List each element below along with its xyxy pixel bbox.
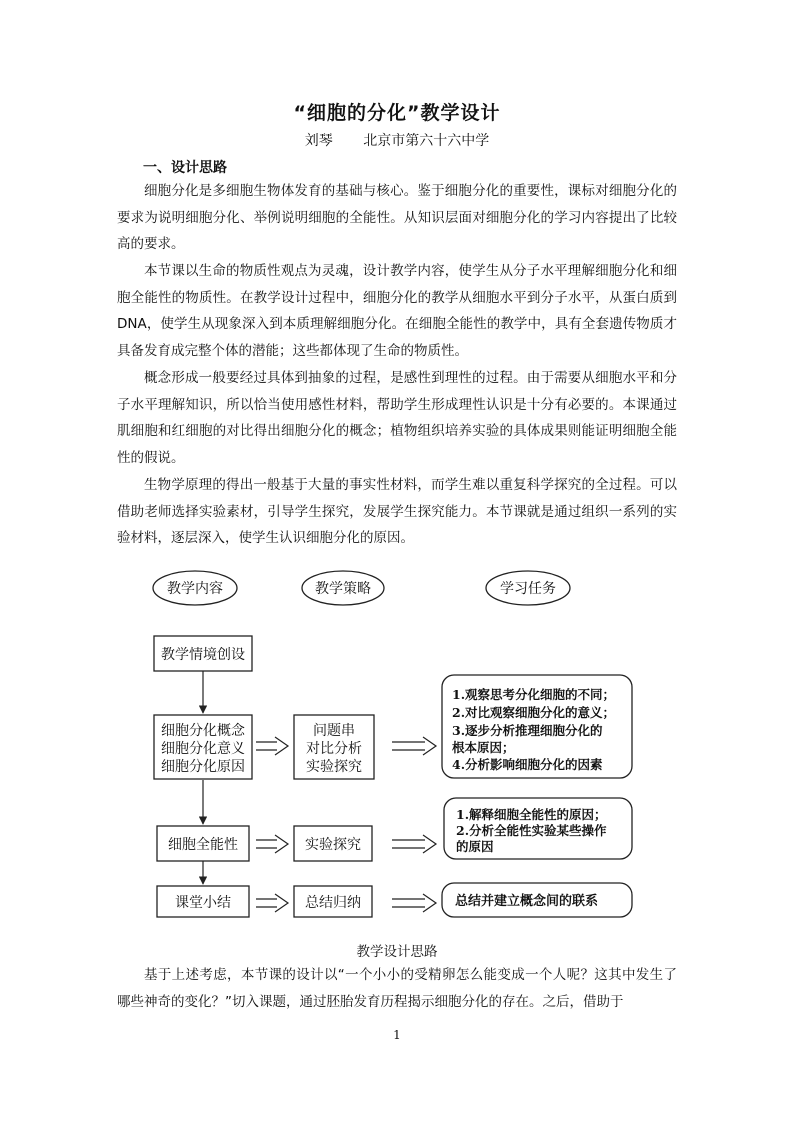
double-arrow-2b <box>392 835 436 853</box>
double-arrow-1a <box>256 737 288 755</box>
paragraph-1: 细胞分化是多细胞生物体发育的基础与核心。鉴于细胞分化的重要性，课标对细胞分化的要求为说明细胞分化、举例说明细胞的全能性。从知识层面对细胞分化的学习内容提出了比较高的要求。 <box>117 183 677 252</box>
content-box-1-line-2: 细胞分化意义 <box>161 741 245 757</box>
strategy-box-1-line-3: 实验探究 <box>306 759 362 775</box>
paragraph-5: 基于上述考虑，本节课的设计以“一个小小的受精卵怎么能变成一个人呢？这其中发生了哪些神奇的变化？”切入课题，通过胚胎发育历程揭示细胞分化的存在。之后，借助于 <box>117 967 677 1010</box>
author-name: 刘琴 <box>304 133 333 149</box>
strategy-box-1-line-2: 对比分析 <box>306 741 362 757</box>
task-3-line-1: 总结并建立概念间的联系 <box>455 894 599 909</box>
double-arrow-3a <box>256 894 288 912</box>
strategy-box-3-label: 总结归纳 <box>305 895 361 911</box>
double-arrow-2a <box>256 835 288 853</box>
figure-caption: 教学设计思路 <box>356 944 438 960</box>
school-name: 北京市第六十六中学 <box>363 133 490 149</box>
task-2-line-1: 1.解释细胞全能性的原因； <box>456 807 607 822</box>
paragraph-2: 本节课以生命的物质性观点为灵魂，设计教学内容，使学生从分子水平理解细胞分化和细胞全能性的物质性。在教学设计过程中，细胞分化的教学从细胞水平到分子水平，从蛋白质到DNA，使学生从现象深入到本质理解细胞分化。在细胞全能性的教学中，具有全套遗传物质才具备发育成完整个体的潜能；这些都体现了生命的物质性。 <box>117 263 677 359</box>
double-arrow-3b <box>392 894 436 912</box>
strategy-box-2-label: 实验探究 <box>305 837 361 853</box>
header-tasks-label: 学习任务 <box>500 581 556 597</box>
document-title: “细胞的分化”教学设计 <box>293 102 501 124</box>
task-1-line-2: 2.对比观察细胞分化的意义； <box>452 705 616 720</box>
paragraph-4: 生物学原理的得出一般基于大量的事实性材料，而学生难以重复科学探究的全过程。可以借助老师选择实验素材，引导学生探究，发展学生探究能力。本节课就是通过组织一系列的实验材料，逐层深入，使学生认识细胞分化的原因。 <box>117 477 677 546</box>
strategy-box-1-line-1: 问题串 <box>313 723 355 739</box>
content-box-3-label: 课堂小结 <box>175 895 231 911</box>
paragraph-3: 概念形成一般要经过具体到抽象的过程，是感性到理性的过程。由于需要从细胞水平和分子水平理解知识，所以恰当使用感性材料，帮助学生形成理性认识是十分有必要的。本课通过肌细胞和红细胞的对比得出细胞分化的概念；植物组织培养实验的具体成果则能证明细胞全能性的假说。 <box>117 370 677 466</box>
task-1-line-4: 根本原因； <box>452 740 515 755</box>
task-1-line-3: 3.逐步分析推理细胞分化的 <box>452 723 603 738</box>
content-box-2-label: 细胞全能性 <box>168 837 238 853</box>
double-arrow-1b <box>392 737 436 755</box>
task-1-line-1: 1.观察思考分化细胞的不同； <box>452 687 616 702</box>
task-2-line-2: 2.分析全能性实验某些操作 <box>456 823 607 838</box>
start-box-label: 教学情境创设 <box>161 647 245 663</box>
section-heading: 一、设计思路 <box>143 160 227 176</box>
header-content-label: 教学内容 <box>167 581 223 597</box>
page-number: 1 <box>393 1028 401 1042</box>
header-strategy-label: 教学策略 <box>315 581 371 597</box>
content-box-1-line-3: 细胞分化原因 <box>161 759 245 775</box>
task-2-line-3: 的原因 <box>456 839 494 854</box>
content-box-1-line-1: 细胞分化概念 <box>161 723 245 739</box>
task-1-line-5: 4.分析影响细胞分化的因素 <box>452 757 603 772</box>
